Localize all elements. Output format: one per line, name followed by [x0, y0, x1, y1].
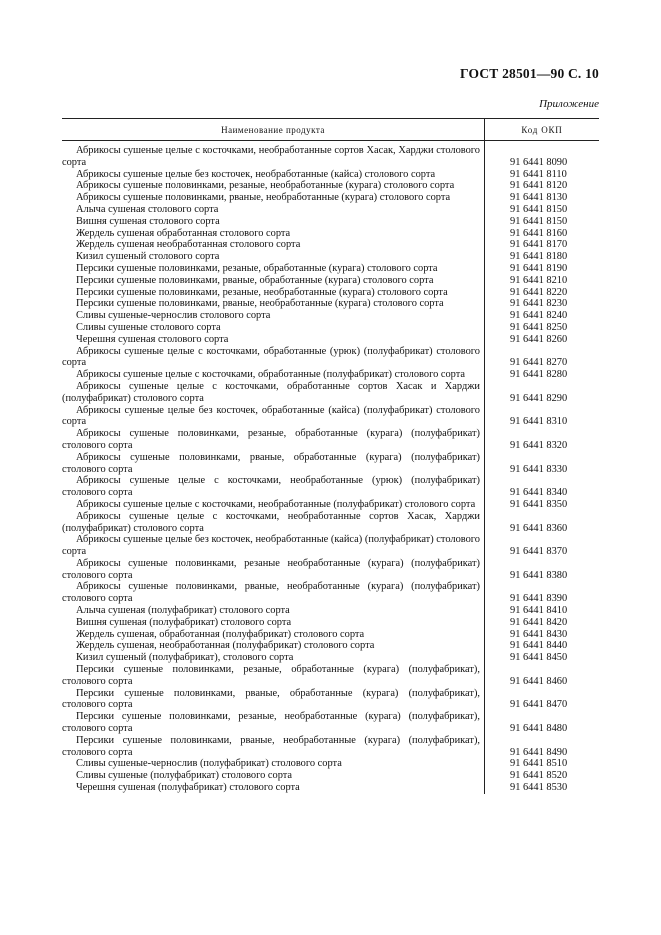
table-row — [62, 287, 599, 299]
table-header — [62, 118, 599, 141]
product-name-cell: Персики сушеные половинками, рваные, необработанные (курага) (полуфабрикат), столового сорта — [62, 734, 480, 758]
okp-code-cell: 91 6441 8190 — [510, 262, 568, 274]
table-row — [62, 251, 599, 263]
table-row — [62, 405, 599, 429]
table-body — [62, 141, 599, 794]
table-row — [62, 452, 599, 476]
product-name-cell: Абрикосы сушеные целые с косточками, обработанные сортов Хасак и Харджи (полуфабрикат) столового сорта — [62, 380, 480, 404]
okp-code-cell: 91 6441 8120 — [510, 180, 568, 192]
product-name-cell: Абрикосы сушеные половинками, рваные, обработанные (курага) (полуфабрикат) столового сорта — [62, 451, 480, 475]
okp-code-cell: 91 6441 8340 — [510, 487, 568, 499]
table-row — [62, 263, 599, 275]
product-name-cell: Абрикосы сушеные целые с косточками, обработанные (урюк) (полуфабрикат) столового сорта — [62, 345, 480, 369]
product-name-cell: Абрикосы сушеные половинками, резаные, необработанные (курага) столового сорта — [76, 180, 455, 192]
column-divider — [484, 139, 485, 794]
product-name-cell: Абрикосы сушеные целые с косточками, необработанные (урюк) (полуфабрикат) столового сорта — [62, 475, 480, 499]
product-name-cell: Алыча сушеная (полуфабрикат) столового сорта — [76, 605, 290, 617]
product-name-cell: Абрикосы сушеные половинками, рваные, необработанные (курага) столового сорта — [76, 192, 451, 204]
table-row — [62, 204, 599, 216]
product-name-cell: Черешня сушеная столового сорта — [76, 333, 229, 345]
appendix-label: Приложение — [539, 98, 599, 110]
table-row — [62, 381, 599, 405]
product-name-cell: Жердель сушеная обработанная столового сорта — [76, 227, 291, 239]
okp-code-cell: 91 6441 8150 — [510, 203, 568, 215]
okp-code-cell: 91 6441 8450 — [510, 652, 568, 664]
product-name-cell: Жердель сушеная, обработанная (полуфабрикат) столового сорта — [76, 628, 365, 640]
table-row — [62, 640, 599, 652]
okp-code-cell: 91 6441 8370 — [510, 546, 568, 558]
column-header-code: Код ОКП — [521, 124, 563, 135]
product-name-cell: Персики сушеные половинками, резаные, необработанные (курага) столового сорта — [76, 286, 448, 298]
product-name-cell: Жердель сушеная, необработанная (полуфабрикат) столового сорта — [76, 640, 375, 652]
okp-code-cell: 91 6441 8110 — [510, 168, 567, 180]
okp-code-cell: 91 6441 8290 — [510, 392, 568, 404]
okp-code-cell: 91 6441 8170 — [510, 239, 568, 251]
product-name-cell: Персики сушеные половинками, резаные, необработанные (курага) (полуфабрикат), столового сорта — [62, 711, 480, 735]
okp-code-cell: 91 6441 8260 — [510, 333, 568, 345]
table-row — [62, 534, 599, 558]
table-row — [62, 216, 599, 228]
product-table — [62, 118, 599, 794]
product-name-cell: Абрикосы сушеные половинками, резаные, обработанные (курага) (полуфабрикат) столового сорта — [62, 428, 480, 451]
product-name-cell: Персики сушеные половинками, рваные, обработанные (курага) столового сорта — [76, 274, 434, 286]
product-name-cell: Абрикосы сушеные целые с косточками, необработанные сортов Хасак, Харджи столового сорта — [62, 145, 480, 168]
okp-code-cell: 91 6441 8520 — [510, 770, 568, 782]
table-row — [62, 758, 599, 770]
okp-code-cell: 91 6441 8210 — [510, 274, 568, 286]
document-id: ГОСТ 28501—90 С. 10 — [460, 66, 599, 81]
okp-code-cell: 91 6441 8330 — [510, 463, 568, 475]
okp-code-cell: 91 6441 8240 — [510, 310, 568, 322]
table-row — [62, 617, 599, 629]
okp-code-cell: 91 6441 8310 — [510, 416, 568, 428]
okp-code-cell: 91 6441 8460 — [510, 675, 568, 687]
okp-code-cell: 91 6441 8510 — [510, 758, 568, 770]
table-row — [62, 558, 599, 582]
product-name-cell: Персики сушеные половинками, рваные, необработанные (курага) столового сорта — [76, 298, 444, 310]
product-name-cell: Абрикосы сушеные половинками, резаные необработанные (курага) (полуфабрикат) столового сорта — [62, 557, 480, 581]
product-name-cell: Черешня сушеная (полуфабрикат) столового сорта — [76, 782, 300, 794]
product-name-cell: Вишня сушеная (полуфабрикат) столового сорта — [76, 616, 292, 628]
product-name-cell: Вишня сушеная столового сорта — [76, 215, 220, 227]
okp-code-cell: 91 6441 8270 — [510, 357, 568, 369]
okp-code-cell: 91 6441 8440 — [510, 640, 568, 652]
table-row — [62, 239, 599, 251]
okp-code-cell: 91 6441 8380 — [510, 569, 568, 581]
table-row — [62, 688, 599, 712]
product-name-cell: Кизил сушеный столового сорта — [76, 251, 220, 263]
table-row — [62, 511, 599, 535]
table-row — [62, 275, 599, 287]
okp-code-cell: 91 6441 8220 — [510, 286, 568, 298]
table-row — [62, 322, 599, 334]
table-row — [62, 334, 599, 346]
okp-code-cell: 91 6441 8090 — [510, 156, 568, 168]
product-name-cell: Абрикосы сушеные целые с косточками, необработанные (полуфабрикат) столового сорта — [76, 498, 476, 510]
table-row — [62, 428, 599, 452]
okp-code-cell: 91 6441 8350 — [510, 498, 568, 510]
product-name-cell: Абрикосы сушеные половинками, рваные, необработанные (курага) (полуфабрикат) столового сорта — [62, 581, 480, 605]
okp-code-cell: 91 6441 8230 — [510, 298, 568, 310]
okp-code-cell: 91 6441 8150 — [510, 215, 568, 227]
okp-code-cell: 91 6441 8530 — [510, 782, 568, 794]
okp-code-cell: 91 6441 8130 — [510, 192, 568, 204]
okp-code-cell: 91 6441 8160 — [510, 227, 568, 239]
table-row — [62, 169, 599, 181]
okp-code-cell: 91 6441 8390 — [510, 593, 568, 605]
table-row — [62, 499, 599, 511]
product-name-cell: Сливы сушеные-чернослив (полуфабрикат) столового сорта — [76, 758, 342, 770]
table-row — [62, 782, 599, 794]
okp-code-cell: 91 6441 8430 — [510, 628, 568, 640]
okp-code-cell: 91 6441 8180 — [510, 251, 568, 263]
table-row — [62, 180, 599, 192]
product-name-cell: Персики сушеные половинками, резаные, обработанные (курага) (полуфабрикат), столового сорта — [62, 664, 480, 687]
table-row — [62, 629, 599, 641]
table-row — [62, 145, 599, 169]
product-name-cell: Абрикосы сушеные целые без косточек, необработанные (кайса) столового сорта — [76, 168, 436, 180]
okp-code-cell: 91 6441 8320 — [510, 439, 568, 451]
product-name-cell: Сливы сушеные-чернослив столового сорта — [76, 310, 271, 322]
okp-code-cell: 91 6441 8280 — [510, 369, 568, 381]
table-row — [62, 228, 599, 240]
column-header-name: Наименование продукта — [62, 119, 485, 140]
table-row — [62, 770, 599, 782]
table-row — [62, 664, 599, 688]
product-name-cell: Персики сушеные половинками, резаные, обработанные (курага) столового сорта — [76, 262, 438, 274]
okp-code-cell: 91 6441 8480 — [510, 723, 568, 735]
okp-code-cell: 91 6441 8410 — [510, 605, 568, 617]
okp-code-cell: 91 6441 8490 — [510, 746, 568, 758]
table-row — [62, 605, 599, 617]
product-name-cell: Абрикосы сушеные целые без косточек, обработанные (кайса) (полуфабрикат) столового сорта — [62, 404, 480, 428]
table-row — [62, 192, 599, 204]
table-row — [62, 711, 599, 735]
product-name-cell: Абрикосы сушеные целые с косточками, необработанные сортов Хасак, Харджи (полуфабрикат) столового сорта — [62, 510, 480, 534]
table-row — [62, 298, 599, 310]
product-name-cell: Абрикосы сушеные целые с косточками, обработанные (полуфабрикат) столового сорта — [76, 369, 466, 381]
okp-code-cell: 91 6441 8420 — [510, 616, 568, 628]
table-row — [62, 346, 599, 370]
table-row — [62, 475, 599, 499]
product-name-cell: Кизил сушеный (полуфабрикат), столового сорта — [76, 652, 294, 664]
table-row — [62, 735, 599, 759]
product-name-cell: Персики сушеные половинками, рваные, обработанные (курага) (полуфабрикат), столового сорта — [62, 687, 480, 711]
table-row — [62, 581, 599, 605]
okp-code-cell: 91 6441 8250 — [510, 321, 568, 333]
product-name-cell: Алыча сушеная столового сорта — [76, 203, 219, 215]
product-name-cell: Абрикосы сушеные целые без косточек, необработанные (кайса) (полуфабрикат) столового сорта — [62, 534, 480, 558]
okp-code-cell: 91 6441 8360 — [510, 522, 568, 534]
product-name-cell: Жердель сушеная необработанная столового сорта — [76, 239, 301, 251]
product-name-cell: Сливы сушеные столового сорта — [76, 321, 221, 333]
table-row — [62, 310, 599, 322]
product-name-cell: Сливы сушеные (полуфабрикат) столового сорта — [76, 770, 293, 782]
okp-code-cell: 91 6441 8470 — [510, 699, 568, 711]
table-row — [62, 652, 599, 664]
table-row — [62, 369, 599, 381]
